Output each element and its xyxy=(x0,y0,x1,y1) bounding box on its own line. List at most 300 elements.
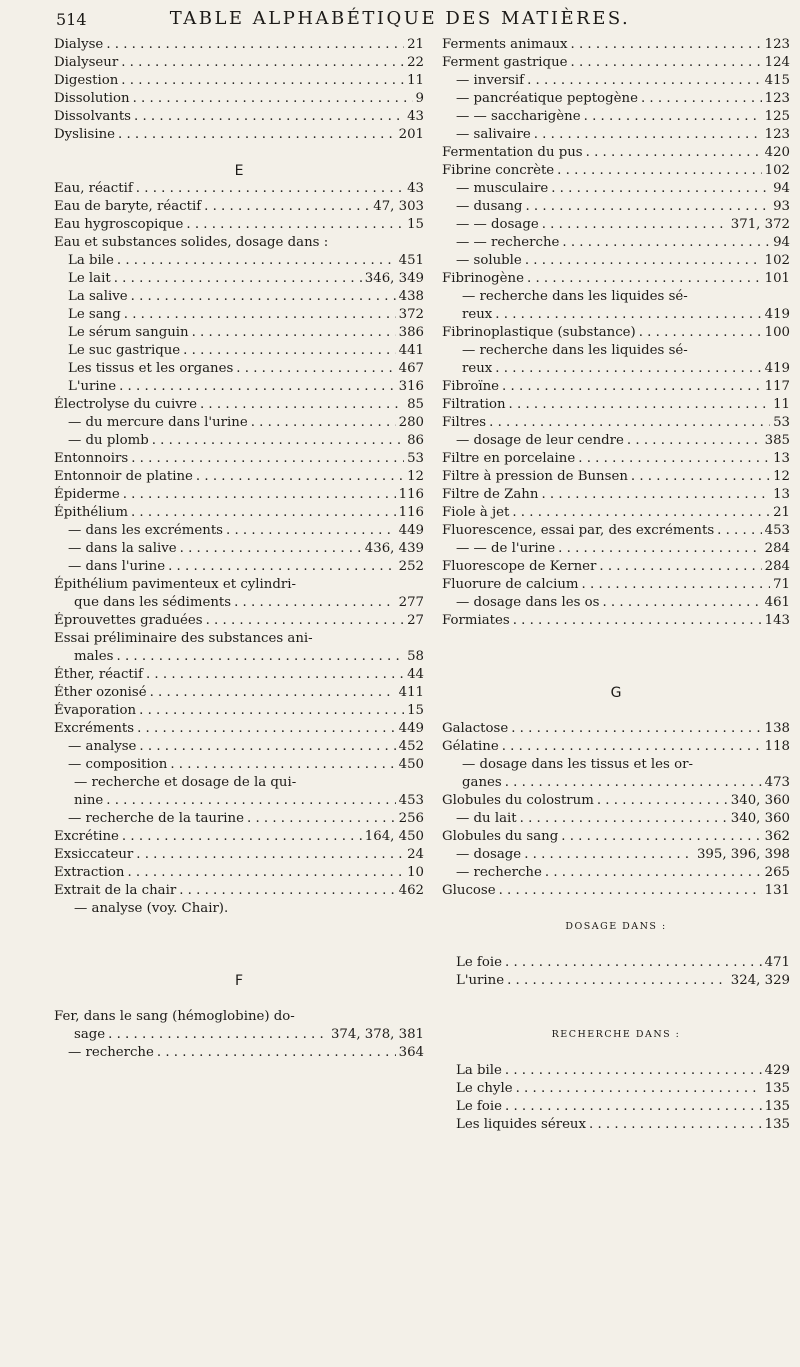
leader-dots xyxy=(206,612,405,630)
entry-text: Filtre de Zahn xyxy=(442,487,539,502)
entry-page-number: 453 xyxy=(398,793,424,808)
entry-text: Eau, réactif xyxy=(54,181,133,196)
index-entry xyxy=(442,810,790,828)
index-entry-line: — recherche dans les liquides sé- xyxy=(462,289,688,304)
entry-page-number: 395, 396, 398 xyxy=(696,847,790,862)
entry-text: Le suc gastrique xyxy=(68,343,181,358)
index-entry xyxy=(442,270,790,288)
entry-page-number: 419 xyxy=(764,307,790,322)
entry-text: que dans les sédiments xyxy=(74,595,232,610)
leader-dots xyxy=(131,504,396,522)
index-entry xyxy=(54,36,424,54)
entry-text: Eau de baryte, réactif xyxy=(54,199,202,214)
leader-dots xyxy=(571,36,762,54)
entry-page-number: 124 xyxy=(764,55,790,70)
index-entry xyxy=(54,90,424,108)
entry-page-number: 453 xyxy=(764,523,790,538)
leader-dots xyxy=(247,810,396,828)
entry-text: nine xyxy=(74,793,104,808)
entry-page-number: 53 xyxy=(773,415,790,430)
section-letter-e: E xyxy=(234,163,244,179)
leader-dots xyxy=(192,324,396,342)
index-entry xyxy=(54,108,424,126)
entries-e-c xyxy=(54,666,424,774)
entry-text: ganes xyxy=(462,775,502,790)
index-entry xyxy=(442,540,790,558)
leader-dots xyxy=(557,162,761,180)
index-entry xyxy=(54,180,424,198)
entry-text: Filtre à pression de Bunsen xyxy=(442,469,628,484)
index-entry xyxy=(54,828,424,846)
entry-page-number: 27 xyxy=(407,613,424,628)
leader-dots xyxy=(170,756,395,774)
index-entry xyxy=(442,1116,790,1134)
entry-text: — dusang xyxy=(456,199,523,214)
entry-text: Le chyle xyxy=(456,1081,513,1096)
entry-text: Le sang xyxy=(68,307,121,322)
entry-page-number: 436, 439 xyxy=(364,541,424,556)
leader-dots xyxy=(106,792,395,810)
index-entry xyxy=(442,774,790,792)
leader-dots xyxy=(118,126,396,144)
entry-page-number: 316 xyxy=(398,379,424,394)
page-number: 514 xyxy=(56,10,87,29)
index-entry xyxy=(54,216,424,234)
entry-page-number: 123 xyxy=(764,127,790,142)
leader-dots xyxy=(136,180,404,198)
index-entry xyxy=(54,396,424,414)
entry-continuation xyxy=(54,792,424,810)
index-entry-line: — recherche dans les liquides sé- xyxy=(462,343,688,358)
entry-text: Fibroïne xyxy=(442,379,500,394)
entry-text: Fiole à jet xyxy=(442,505,510,520)
entry-text: — salivaire xyxy=(456,127,531,142)
leader-dots xyxy=(131,450,404,468)
leader-dots xyxy=(139,738,395,756)
index-entry xyxy=(54,540,424,558)
entry-page-number: 15 xyxy=(407,217,424,232)
entry-text: Fibrine concrète xyxy=(442,163,555,178)
leader-dots xyxy=(505,954,762,972)
leader-dots xyxy=(186,216,404,234)
entry-continuation xyxy=(54,648,424,666)
entry-text: Excréments xyxy=(54,721,135,736)
leader-dots xyxy=(251,414,396,432)
entry-text: Exsiccateur xyxy=(54,847,134,862)
entry-page-number: 135 xyxy=(764,1081,790,1096)
index-entry xyxy=(54,810,424,828)
index-entry xyxy=(54,360,424,378)
entry-text: Dialyseur xyxy=(54,55,119,70)
entry-text: Extrait de la chair xyxy=(54,883,177,898)
entry-text: Formiates xyxy=(442,613,510,628)
entries-eau-substances xyxy=(54,252,424,396)
index-entry xyxy=(442,954,790,972)
entry-page-number: 11 xyxy=(407,73,424,88)
leader-dots xyxy=(196,468,404,486)
entry-page-number: 24 xyxy=(407,847,424,862)
index-entry xyxy=(54,126,424,144)
entry-text: Digestion xyxy=(54,73,119,88)
index-entry xyxy=(54,684,424,702)
leader-dots xyxy=(558,540,761,558)
entry-text: — — saccharigène xyxy=(456,109,581,124)
entry-text: — dans les excréments xyxy=(68,523,223,538)
entry-page-number: 419 xyxy=(764,361,790,376)
entry-page-number: 12 xyxy=(773,469,790,484)
entry-page-number: 94 xyxy=(773,235,790,250)
index-entry-heading: Eau et substances solides, dosage dans : xyxy=(54,235,329,250)
index-entry-line: Essai préliminaire des substances ani- xyxy=(54,631,313,646)
entry-text: Eau hygroscopique xyxy=(54,217,184,232)
entry-page-number: 324, 329 xyxy=(730,973,790,988)
leader-dots xyxy=(509,396,771,414)
index-entry xyxy=(442,738,790,756)
index-entry xyxy=(442,252,790,270)
leader-dots xyxy=(168,558,396,576)
leader-dots xyxy=(542,216,728,234)
leader-dots xyxy=(127,864,404,882)
index-entry xyxy=(54,306,424,324)
entry-text: Le foie xyxy=(456,955,502,970)
entry-page-number: 135 xyxy=(764,1117,790,1132)
leader-dots xyxy=(505,1098,762,1116)
leader-dots xyxy=(204,198,370,216)
entry-page-number: 164, 450 xyxy=(364,829,424,844)
entry-page-number: 374, 378, 381 xyxy=(330,1027,424,1042)
entry-page-number: 22 xyxy=(407,55,424,70)
entries-recherche-dans xyxy=(442,1062,790,1134)
entry-text: Évaporation xyxy=(54,703,137,718)
leader-dots xyxy=(180,540,362,558)
entry-text: Gélatine xyxy=(442,739,499,754)
index-entry xyxy=(442,468,790,486)
entry-page-number: 449 xyxy=(398,721,424,736)
index-entry xyxy=(442,486,790,504)
entry-text: — pancréatique peptogène xyxy=(456,91,638,106)
leader-dots xyxy=(114,270,362,288)
leader-dots xyxy=(495,306,761,324)
index-entry xyxy=(442,234,790,252)
entry-page-number: 280 xyxy=(398,415,424,430)
entry-page-number: 450 xyxy=(398,757,424,772)
entry-text: males xyxy=(74,649,114,664)
entry-page-number: 135 xyxy=(764,1099,790,1114)
entry-page-number: 10 xyxy=(407,865,424,880)
index-entry xyxy=(442,594,790,612)
running-title: TABLE ALPHABÉTIQUE DES MATIÈRES. xyxy=(169,8,631,29)
index-entry xyxy=(54,252,424,270)
entry-text: Globules du colostrum xyxy=(442,793,594,808)
entry-text: L'urine xyxy=(68,379,117,394)
entry-text: Ferment gastrique xyxy=(442,55,568,70)
entry-page-number: 252 xyxy=(398,559,424,574)
entry-text: — dosage xyxy=(456,847,522,862)
entry-page-number: 71 xyxy=(773,577,790,592)
leader-dots xyxy=(507,972,728,990)
entry-page-number: 100 xyxy=(764,325,790,340)
entry-page-number: 265 xyxy=(764,865,790,880)
entry-text: Dialyse xyxy=(54,37,104,52)
index-entry xyxy=(442,216,790,234)
index-entry xyxy=(442,1098,790,1116)
entry-page-number: 441 xyxy=(398,343,424,358)
entry-page-number: 362 xyxy=(764,829,790,844)
leader-dots xyxy=(117,252,396,270)
entry-page-number: 9 xyxy=(415,91,424,106)
entry-text: sage xyxy=(74,1027,106,1042)
entry-page-number: 43 xyxy=(407,181,424,196)
index-entry xyxy=(54,756,424,774)
entry-page-number: 117 xyxy=(764,379,790,394)
entry-page-number: 12 xyxy=(407,469,424,484)
entry-text: La bile xyxy=(456,1063,502,1078)
leader-dots xyxy=(136,846,404,864)
entry-text: Éprouvettes graduées xyxy=(54,613,203,628)
entry-page-number: 415 xyxy=(764,73,790,88)
index-entry xyxy=(54,612,424,630)
page-header xyxy=(0,4,800,34)
entry-text: — soluble xyxy=(456,253,522,268)
entries-d xyxy=(54,36,424,144)
entry-page-number: 372 xyxy=(398,307,424,322)
leader-dots xyxy=(589,1116,762,1134)
subheading-recherche-dans: RECHERCHE DANS : xyxy=(551,1029,681,1040)
leader-dots xyxy=(571,54,762,72)
entry-text: Dissolution xyxy=(54,91,130,106)
entries-g-a xyxy=(442,720,790,756)
leader-dots xyxy=(551,180,770,198)
leader-dots xyxy=(122,828,362,846)
entry-page-number: 102 xyxy=(764,253,790,268)
entry-text: Glucose xyxy=(442,883,496,898)
leader-dots xyxy=(597,792,728,810)
leader-dots xyxy=(124,306,396,324)
entry-text: — analyse xyxy=(68,739,137,754)
entry-text: Extraction xyxy=(54,865,125,880)
index-entry xyxy=(442,720,790,738)
entry-page-number: 462 xyxy=(398,883,424,898)
leader-dots xyxy=(131,288,396,306)
entry-text: Filtration xyxy=(442,397,506,412)
entry-page-number: 371, 372 xyxy=(730,217,790,232)
index-entry xyxy=(442,198,790,216)
index-entry xyxy=(442,432,790,450)
entry-text: Fermentation du pus xyxy=(442,145,583,160)
entry-page-number: 116 xyxy=(398,487,424,502)
leader-dots xyxy=(602,594,761,612)
leader-dots xyxy=(123,486,396,504)
index-entry xyxy=(442,450,790,468)
entry-text: Le foie xyxy=(456,1099,502,1114)
entry-text: Globules du sang xyxy=(442,829,559,844)
entry-page-number: 125 xyxy=(764,109,790,124)
entry-text: Fibrinogène xyxy=(442,271,524,286)
entry-page-number: 123 xyxy=(764,37,790,52)
leader-dots xyxy=(631,468,770,486)
index-entry xyxy=(442,1062,790,1080)
index-entry xyxy=(54,270,424,288)
index-entry-line: — analyse (voy. Chair). xyxy=(74,901,229,916)
entry-page-number: 386 xyxy=(398,325,424,340)
leader-dots xyxy=(157,1044,396,1062)
index-entry xyxy=(442,414,790,432)
entry-page-number: 43 xyxy=(407,109,424,124)
entry-text: Épiderme xyxy=(54,487,120,502)
index-entry xyxy=(442,612,790,630)
leader-dots xyxy=(562,234,770,252)
index-entry xyxy=(54,738,424,756)
entry-text: Fibrinoplastique (substance) xyxy=(442,325,636,340)
entry-text: — dans l'urine xyxy=(68,559,166,574)
index-entry-line: Épithélium pavimenteux et cylindri- xyxy=(54,577,296,592)
index-entry xyxy=(442,108,790,126)
entry-page-number: 102 xyxy=(764,163,790,178)
index-entry xyxy=(442,126,790,144)
leader-dots xyxy=(134,108,404,126)
index-entry xyxy=(442,54,790,72)
leader-dots xyxy=(146,666,404,684)
leader-dots xyxy=(527,270,762,288)
entry-text: — inversif xyxy=(456,73,525,88)
entry-page-number: 11 xyxy=(773,397,790,412)
index-entry xyxy=(442,792,790,810)
entry-page-number: 420 xyxy=(764,145,790,160)
entry-text: Fluorescence, essai par, des excréments xyxy=(442,523,715,538)
entry-continuation xyxy=(54,1026,424,1044)
index-entry xyxy=(54,486,424,504)
entry-page-number: 94 xyxy=(773,181,790,196)
leader-dots xyxy=(152,432,404,450)
entry-page-number: 467 xyxy=(398,361,424,376)
entry-text: Entonnoirs xyxy=(54,451,129,466)
index-entry xyxy=(442,72,790,90)
entry-text: — dosage de leur cendre xyxy=(456,433,624,448)
entries-dosage-dans xyxy=(442,954,790,990)
entry-text: — musculaire xyxy=(456,181,549,196)
entry-text: — dans la salive xyxy=(68,541,177,556)
entry-page-number: 58 xyxy=(407,649,424,664)
index-entry xyxy=(442,972,790,990)
index-entry xyxy=(54,198,424,216)
leader-dots xyxy=(502,378,762,396)
index-entry xyxy=(442,864,790,882)
leader-dots xyxy=(119,378,396,396)
entry-continuation xyxy=(442,306,790,324)
index-entry xyxy=(54,522,424,540)
index-entry xyxy=(442,378,790,396)
entry-text: — dosage dans les os xyxy=(456,595,600,610)
index-entry xyxy=(54,720,424,738)
entry-text: Excrétine xyxy=(54,829,119,844)
index-entry xyxy=(442,846,790,864)
index-entry xyxy=(54,666,424,684)
leader-dots xyxy=(545,864,762,882)
entry-text: — du plomb xyxy=(68,433,149,448)
entry-text: reux xyxy=(462,307,493,322)
index-entry xyxy=(54,558,424,576)
leader-dots xyxy=(534,126,762,144)
leader-dots xyxy=(179,882,395,900)
leader-dots xyxy=(516,1080,762,1098)
index-entry xyxy=(442,1080,790,1098)
leader-dots xyxy=(116,648,404,666)
entry-continuation xyxy=(442,774,790,792)
leader-dots xyxy=(200,396,404,414)
entry-text: Fluorure de calcium xyxy=(442,577,579,592)
leader-dots xyxy=(639,324,762,342)
entry-page-number: 284 xyxy=(764,541,790,556)
index-entry xyxy=(442,360,790,378)
entry-text: Filtres xyxy=(442,415,487,430)
leader-dots xyxy=(584,108,762,126)
index-entry xyxy=(54,288,424,306)
entry-fer-recherche xyxy=(54,1044,424,1062)
entry-page-number: 340, 360 xyxy=(730,793,790,808)
leader-dots xyxy=(234,594,396,612)
entry-page-number: 13 xyxy=(773,451,790,466)
leader-dots xyxy=(183,342,395,360)
leader-dots xyxy=(582,576,771,594)
right-column xyxy=(442,36,790,1134)
leader-dots xyxy=(512,504,770,522)
leader-dots xyxy=(226,522,396,540)
entry-text: — — dosage xyxy=(456,217,539,232)
leader-dots xyxy=(133,90,413,108)
entries-e-b xyxy=(54,396,424,576)
index-entry xyxy=(442,90,790,108)
index-entry xyxy=(54,882,424,900)
index-entry xyxy=(54,648,424,666)
leader-dots xyxy=(499,882,762,900)
entry-text: Ferments animaux xyxy=(442,37,568,52)
entry-text: Épithélium xyxy=(54,505,128,520)
leader-dots xyxy=(561,828,761,846)
entry-text: reux xyxy=(462,361,493,376)
entry-page-number: 47, 303 xyxy=(373,199,424,214)
leader-dots xyxy=(586,144,762,162)
leader-dots xyxy=(150,684,396,702)
entry-page-number: 138 xyxy=(764,721,790,736)
index-entry xyxy=(54,504,424,522)
leader-dots xyxy=(513,612,762,630)
entry-text: — — de l'urine xyxy=(456,541,556,556)
entry-page-number: 340, 360 xyxy=(730,811,790,826)
entry-text: La salive xyxy=(68,289,128,304)
index-entry xyxy=(54,72,424,90)
entry-text: L'urine xyxy=(456,973,505,988)
entry-text: Fluorescope de Kerner xyxy=(442,559,597,574)
leader-dots xyxy=(121,72,404,90)
index-entry xyxy=(442,180,790,198)
index-entry xyxy=(442,36,790,54)
entry-text: — recherche de la taurine xyxy=(68,811,244,826)
entry-page-number: 15 xyxy=(407,703,424,718)
entry-page-number: 284 xyxy=(764,559,790,574)
entry-page-number: 131 xyxy=(764,883,790,898)
leader-dots xyxy=(106,36,404,54)
index-entry xyxy=(54,378,424,396)
entries-e-d xyxy=(54,810,424,900)
entry-text: Éther ozonisé xyxy=(54,685,147,700)
index-entry xyxy=(54,864,424,882)
leader-dots xyxy=(108,1026,328,1044)
entries-e-a xyxy=(54,180,424,234)
entry-page-number: 277 xyxy=(398,595,424,610)
entry-text: Électrolyse du cuivre xyxy=(54,397,197,412)
section-letter-f: F xyxy=(234,973,244,989)
leader-dots xyxy=(527,72,762,90)
